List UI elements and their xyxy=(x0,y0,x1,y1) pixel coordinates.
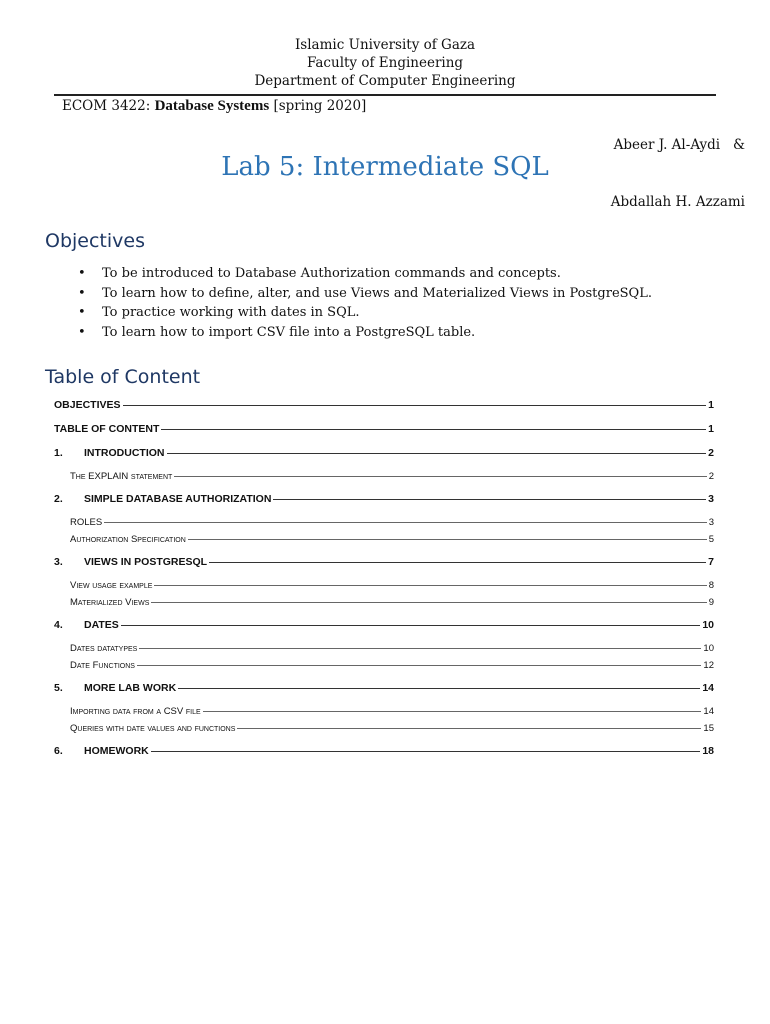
toc-leader xyxy=(139,648,701,649)
faculty-name: Faculty of Engineering xyxy=(306,55,464,71)
toc-leader xyxy=(188,539,707,540)
header-rule xyxy=(54,94,716,96)
toc-entry-objectives[interactable]: OBJECTIVES 1 xyxy=(54,399,714,411)
toc-leader xyxy=(104,522,706,523)
toc-entry-roles[interactable]: ROLES 3 xyxy=(70,517,714,528)
toc-entry-introduction[interactable]: 1. INTRODUCTION 2 xyxy=(54,447,714,459)
toc-leader xyxy=(273,499,706,500)
toc-entry-materialized-views[interactable]: Materialized Views 9 xyxy=(70,597,714,608)
toc-entry-homework[interactable]: 6. HOMEWORK 18 xyxy=(54,745,714,757)
author-1: Abeer J. Al-Aydi & xyxy=(613,137,745,153)
toc-leader xyxy=(203,711,702,712)
toc-entry-authorization[interactable]: 2. SIMPLE DATABASE AUTHORIZATION 3 xyxy=(54,493,714,505)
objective-item: • To be introduced to Database Authorization commands and concepts. xyxy=(78,264,652,284)
semester: [spring 2020] xyxy=(273,98,367,114)
toc-leader xyxy=(161,429,706,430)
toc-leader xyxy=(151,602,706,603)
course-code: ECOM 3422: xyxy=(62,98,151,114)
bullet-icon: • xyxy=(78,324,86,340)
toc-entry-views[interactable]: 3. VIEWS IN POSTGRESQL 7 xyxy=(54,556,714,568)
objectives-heading: Objectives xyxy=(45,230,145,252)
toc-leader xyxy=(178,688,700,689)
course-info xyxy=(62,98,366,115)
toc-heading: Table of Content xyxy=(45,366,201,388)
objectives-list xyxy=(78,264,652,342)
bullet-icon: • xyxy=(78,305,86,320)
toc-leader xyxy=(151,751,701,752)
document-header xyxy=(0,36,770,90)
toc-leader xyxy=(237,728,701,729)
toc-entry-date-functions[interactable]: Date Functions 12 xyxy=(70,660,714,671)
toc-leader xyxy=(154,585,706,586)
toc-leader xyxy=(167,453,707,454)
author-2: Abdallah H. Azzami xyxy=(610,194,745,210)
course-name: Database Systems xyxy=(154,98,270,114)
toc-entry-view-usage[interactable]: View usage example 8 xyxy=(70,580,714,591)
toc-entry-dates-datatypes[interactable]: Dates datatypes 10 xyxy=(70,643,714,654)
toc-entry-date-queries[interactable]: Queries with date values and functions 15 xyxy=(70,723,714,734)
university-name: Islamic University of Gaza xyxy=(294,37,476,53)
lab-title: Lab 5: Intermediate SQL xyxy=(221,152,549,182)
objective-item: • To learn how to define, alter, and use Views and Materialized Views in PostgreSQL. xyxy=(78,284,652,304)
bullet-icon: • xyxy=(78,266,86,281)
bullet-icon: • xyxy=(78,285,86,301)
toc-entry-more-lab-work[interactable]: 5. MORE LAB WORK 14 xyxy=(54,682,714,694)
toc-entry-importing-csv[interactable]: Importing data from a CSV file 14 xyxy=(70,706,714,717)
toc-entry-explain[interactable]: The EXPLAIN statement 2 xyxy=(70,471,714,482)
objective-item: • To learn how to import CSV file into a PostgreSQL table. xyxy=(78,323,652,343)
table-of-contents xyxy=(54,399,714,760)
toc-entry-table-of-content[interactable]: TABLE OF CONTENT 1 xyxy=(54,423,714,435)
objective-item: • To practice working with dates in SQL. xyxy=(78,303,652,323)
toc-leader xyxy=(137,665,701,666)
toc-leader xyxy=(123,405,707,406)
toc-leader xyxy=(174,476,706,477)
toc-leader xyxy=(209,562,706,563)
toc-entry-dates[interactable]: 4. DATES 10 xyxy=(54,619,714,631)
toc-entry-authorization-spec[interactable]: Authorization Specification 5 xyxy=(70,534,714,545)
department-name: Department of Computer Engineering xyxy=(254,73,516,89)
toc-leader xyxy=(121,625,701,626)
